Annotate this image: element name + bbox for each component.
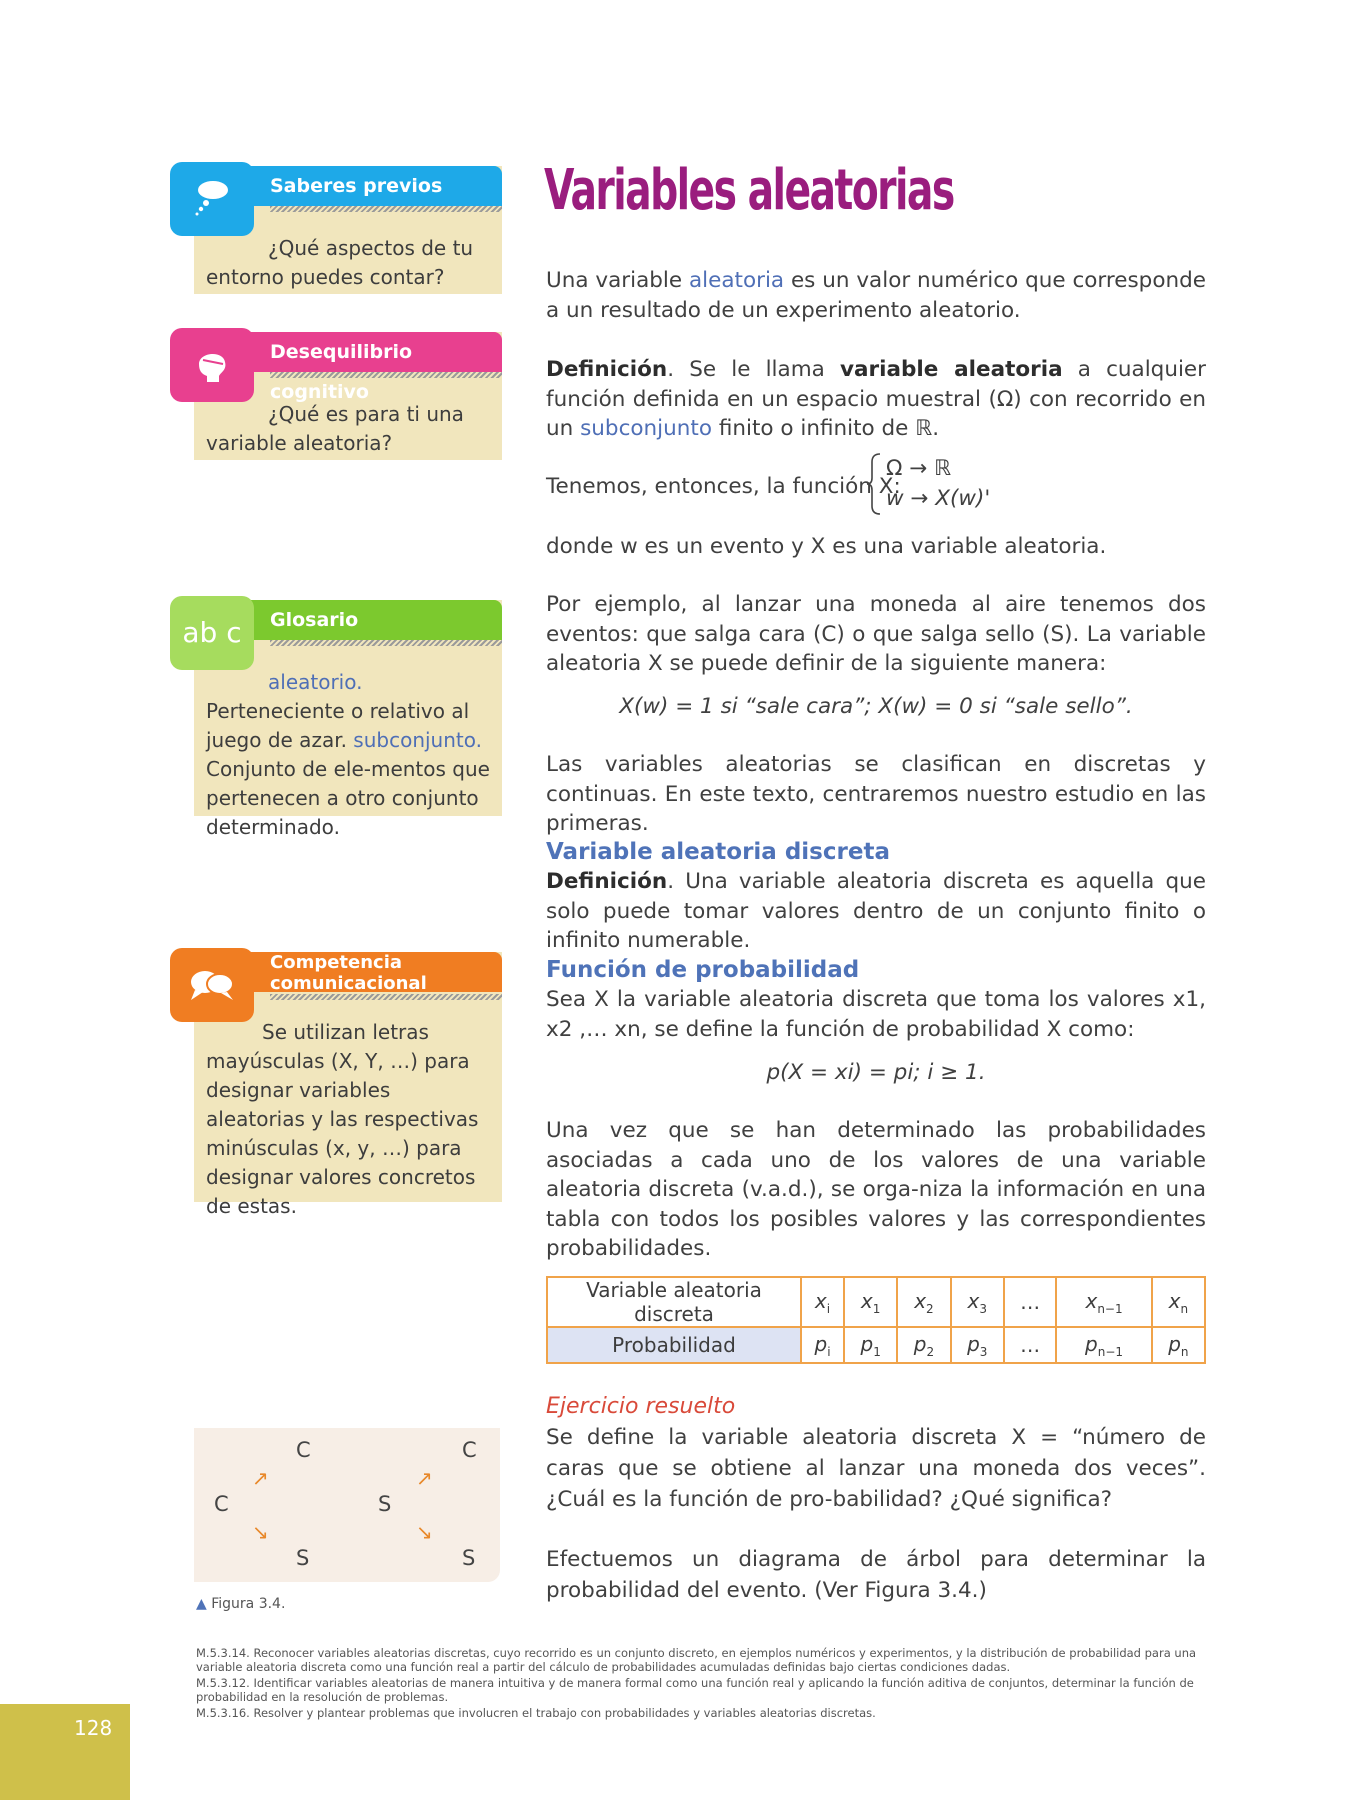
table-row: [547, 1277, 1205, 1327]
table-cell: [1152, 1277, 1205, 1327]
figure-caption-text: Figura 3.4.: [211, 1596, 286, 1612]
glosario-box: [182, 600, 502, 839]
cell-symbol: x: [967, 1288, 980, 1313]
desequilibrio-body: ¿Qué es para ti una variable aleatoria?: [206, 402, 464, 455]
cell-symbol: p: [1085, 1331, 1098, 1356]
thought-cloud-icon: [170, 162, 254, 236]
cell-subscript: 1: [873, 1344, 881, 1359]
cell-subscript: 2: [926, 1301, 934, 1316]
competencia-box: [194, 952, 502, 1218]
probability-function-text: Sea X la variable aleatoria discreta que toma los valores x1, x2 ,… xn, se define la función de probabilidad X como:: [546, 987, 1206, 1042]
cell-symbol: x: [1085, 1288, 1098, 1313]
table-cell: [1004, 1277, 1056, 1327]
tree-instruction: Efectuemos un diagrama de árbol para determinar la probabilidad del evento. (Ver Figura 3.4.): [546, 1547, 1206, 1603]
competencia-body: Se utilizan letras mayúsculas (X, Y, …) para designar variables aleatorias y las respectivas minúsculas (x, y, …) para designar valores concretos de estas.: [206, 1020, 479, 1218]
cell-symbol: …: [1020, 1333, 1041, 1357]
tree-node-s1: S: [296, 1546, 310, 1570]
tree-node-c1: C: [296, 1438, 311, 1462]
tree-node-s2: S: [462, 1546, 476, 1570]
cell-symbol: p: [1168, 1331, 1181, 1356]
example-paragraph: Por ejemplo, al lanzar una moneda al aire tenemos dos eventos: que salga cara (C) o que salga sello (S). La variable aleatoria X se puede definir de la siguiente manera:: [546, 592, 1206, 676]
cell-symbol: x: [814, 1288, 827, 1313]
glosario-text: [206, 668, 492, 842]
cell-symbol: x: [914, 1288, 927, 1313]
desequilibrio-text: [206, 400, 492, 458]
saberes-previos-box: [194, 166, 502, 294]
table-cell: [801, 1277, 844, 1327]
table-cell: [951, 1277, 1004, 1327]
cell-subscript: i: [827, 1344, 831, 1359]
cell-subscript: n: [1180, 1301, 1189, 1316]
definition-text-a: . Se le llama: [667, 357, 840, 382]
table-cell: [897, 1277, 950, 1327]
cell-subscript: 1: [872, 1301, 881, 1316]
function-intro-text: Tenemos, entonces, la función X:: [546, 474, 901, 499]
definition-text-c: finito o infinito de ℝ.: [711, 416, 940, 441]
function-line-2: w → X(w)': [886, 486, 991, 511]
footnote: M.5.3.16. Resolver y plantear problemas que involucren el trabajo con probabilidades y variables aleatorias discretas.: [196, 1706, 876, 1720]
discrete-heading: Variable aleatoria discreta: [546, 839, 890, 865]
table-cell: [1004, 1327, 1056, 1363]
example-formula: X(w) = 1 si “sale cara”; X(w) = 0 si “sale sello”.: [619, 694, 1133, 719]
table-cell: [844, 1327, 897, 1363]
definition-paragraph: [546, 355, 1206, 444]
cell-symbol: x: [860, 1288, 873, 1313]
exercise-label: Ejercicio resuelto: [546, 1394, 736, 1419]
aleatoria-glossary-link[interactable]: aleatoria: [688, 268, 785, 293]
classification-paragraph: Las variables aleatorias se clasifican en discretas y continuas. En este texto, centraremos nuestro estudio en las primeras.: [546, 752, 1206, 836]
cell-subscript: n: [1180, 1344, 1189, 1359]
divider: [270, 206, 502, 212]
definition-term: variable aleatoria: [839, 357, 1063, 382]
definition-label: Definición: [546, 357, 668, 382]
glosario-term-subconjunto: subconjunto.: [353, 728, 482, 752]
cell-subscript: 3: [979, 1344, 988, 1359]
cell-symbol: p: [967, 1331, 980, 1356]
table-cell: [1056, 1277, 1151, 1327]
cell-subscript: i: [826, 1301, 831, 1316]
exercise-text: Se define la variable aleatoria discreta X = “número de caras que se obtiene al lanzar una moneda dos veces”. ¿Cuál es la función de pro-babilidad? ¿Qué significa?: [546, 1425, 1206, 1512]
cell-symbol: p: [913, 1331, 927, 1356]
table-cell: [951, 1327, 1004, 1363]
saberes-previos-text: [206, 234, 492, 292]
discrete-definition-text: . Una variable aleatoria discreta es aquella que solo puede tomar valores dentro de un conjunto finito o infinito numerable.: [546, 869, 1206, 953]
tree-node-root: C: [214, 1492, 229, 1516]
probability-function-heading: Función de probabilidad: [546, 957, 860, 983]
divider: [270, 372, 502, 378]
discrete-definition-label: Definición: [546, 869, 668, 894]
page-number: 128: [74, 1716, 113, 1740]
cell-symbol: x: [1168, 1288, 1181, 1313]
cell-symbol: p: [860, 1331, 874, 1356]
saberes-previos-title: Saberes previos: [194, 166, 502, 206]
divider: [270, 640, 502, 646]
table-cell: [801, 1327, 844, 1363]
speech-bubbles-icon: [170, 948, 254, 1022]
footnote: M.5.3.12. Identificar variables aleatorias de manera intuitiva y de manera formal como una función real y aplicando la función aditiva de conjuntos, determinar la función de probabilidad en la resolución de problemas.: [196, 1676, 1194, 1704]
glosario-title: Glosario: [194, 600, 502, 640]
arrow-down-right-icon: ↘: [252, 1520, 269, 1544]
desequilibrio-title: Desequilibrio cognitivo: [194, 332, 502, 372]
abc-icon: [170, 596, 254, 670]
table-row: [547, 1327, 1205, 1363]
function-line-1: Ω → ℝ: [886, 456, 952, 481]
intro-text-b: es un valor numérico que corresponde a un resultado de un experimento aleatorio.: [546, 268, 1206, 323]
saberes-previos-body: ¿Qué aspectos de tu entorno puedes contar?: [206, 236, 474, 289]
figure-caption: [196, 1596, 285, 1612]
donde-text: donde w es un evento y X es una variable aleatoria.: [546, 534, 1107, 559]
desequilibrio-box: [194, 332, 502, 460]
brace: [866, 452, 886, 516]
tree-node-mid: S: [378, 1492, 392, 1516]
abc-icon-letters: ab c: [182, 616, 242, 649]
footnote: M.5.3.14. Reconocer variables aleatorias discretas, cuyo recorrido es un conjunto discreto, en ejemplos numéricos y experimentos, y la distribución de probabilidad para una variable aleatoria discreta como una función real a partir del cálculo de probabilidades acumuladas definidas bajo ciertas condiciones dadas.: [196, 1646, 1197, 1674]
subconjunto-glossary-link[interactable]: subconjunto: [580, 416, 712, 441]
arrow-down-right-icon: ↘: [416, 1520, 433, 1544]
probability-table: [546, 1276, 1206, 1364]
definition-text-b: a cualquier función definida en un espacio muestral (Ω) con recorrido en un: [546, 357, 1206, 441]
tree-node-c2: C: [462, 1438, 477, 1462]
table-cell: [844, 1277, 897, 1327]
cell-subscript: n−1: [1097, 1301, 1123, 1316]
cell-symbol: p: [814, 1331, 828, 1356]
table-row-label-probabilidad: Probabilidad: [547, 1327, 801, 1363]
table-cell: [897, 1327, 950, 1363]
table-cell: [1056, 1327, 1151, 1363]
cell-subscript: 3: [979, 1301, 987, 1316]
glosario-def-aleatorio: Perteneciente o relativo al juego de azar.: [206, 699, 470, 752]
arrow-up-right-icon: ↗: [252, 1466, 269, 1490]
table-cell: [1152, 1327, 1205, 1363]
glosario-def-subconjunto: Conjunto de ele-mentos que pertenecen a otro conjunto determinado.: [206, 757, 490, 839]
organize-paragraph: Una vez que se han determinado las probabilidades asociadas a cada uno de los valores de una variable aleatoria discreta (v.a.d.), se orga-niza la información en una tabla con todos los posibles valores y las correspondientes probabilidades.: [546, 1118, 1206, 1261]
head-icon: [170, 328, 254, 402]
intro-text-a: Una variable: [546, 268, 689, 293]
page-title: Variables aleatorias: [544, 158, 954, 223]
intro-paragraph: [546, 266, 1206, 325]
competencia-text: [206, 1018, 492, 1221]
cell-subscript: n−1: [1097, 1344, 1124, 1359]
arrow-up-right-icon: ↗: [416, 1466, 433, 1490]
triangle-icon: ▲: [196, 1596, 207, 1612]
discrete-definition: [546, 867, 1206, 956]
divider: [270, 994, 502, 1000]
function-definition: [886, 454, 990, 514]
cell-symbol: …: [1020, 1290, 1041, 1314]
probability-function-formula: p(X = xi) = pi; i ≥ 1.: [766, 1060, 986, 1085]
glosario-term-aleatorio: aleatorio.: [268, 670, 363, 694]
cell-subscript: 2: [926, 1344, 935, 1359]
competencia-title-line1: Competencia: [270, 952, 403, 973]
table-row-label-variable: Variable aleatoria discreta: [547, 1277, 801, 1327]
competencia-title-line2: comunicacional: [270, 973, 427, 994]
tree-diagram: [194, 1428, 500, 1582]
